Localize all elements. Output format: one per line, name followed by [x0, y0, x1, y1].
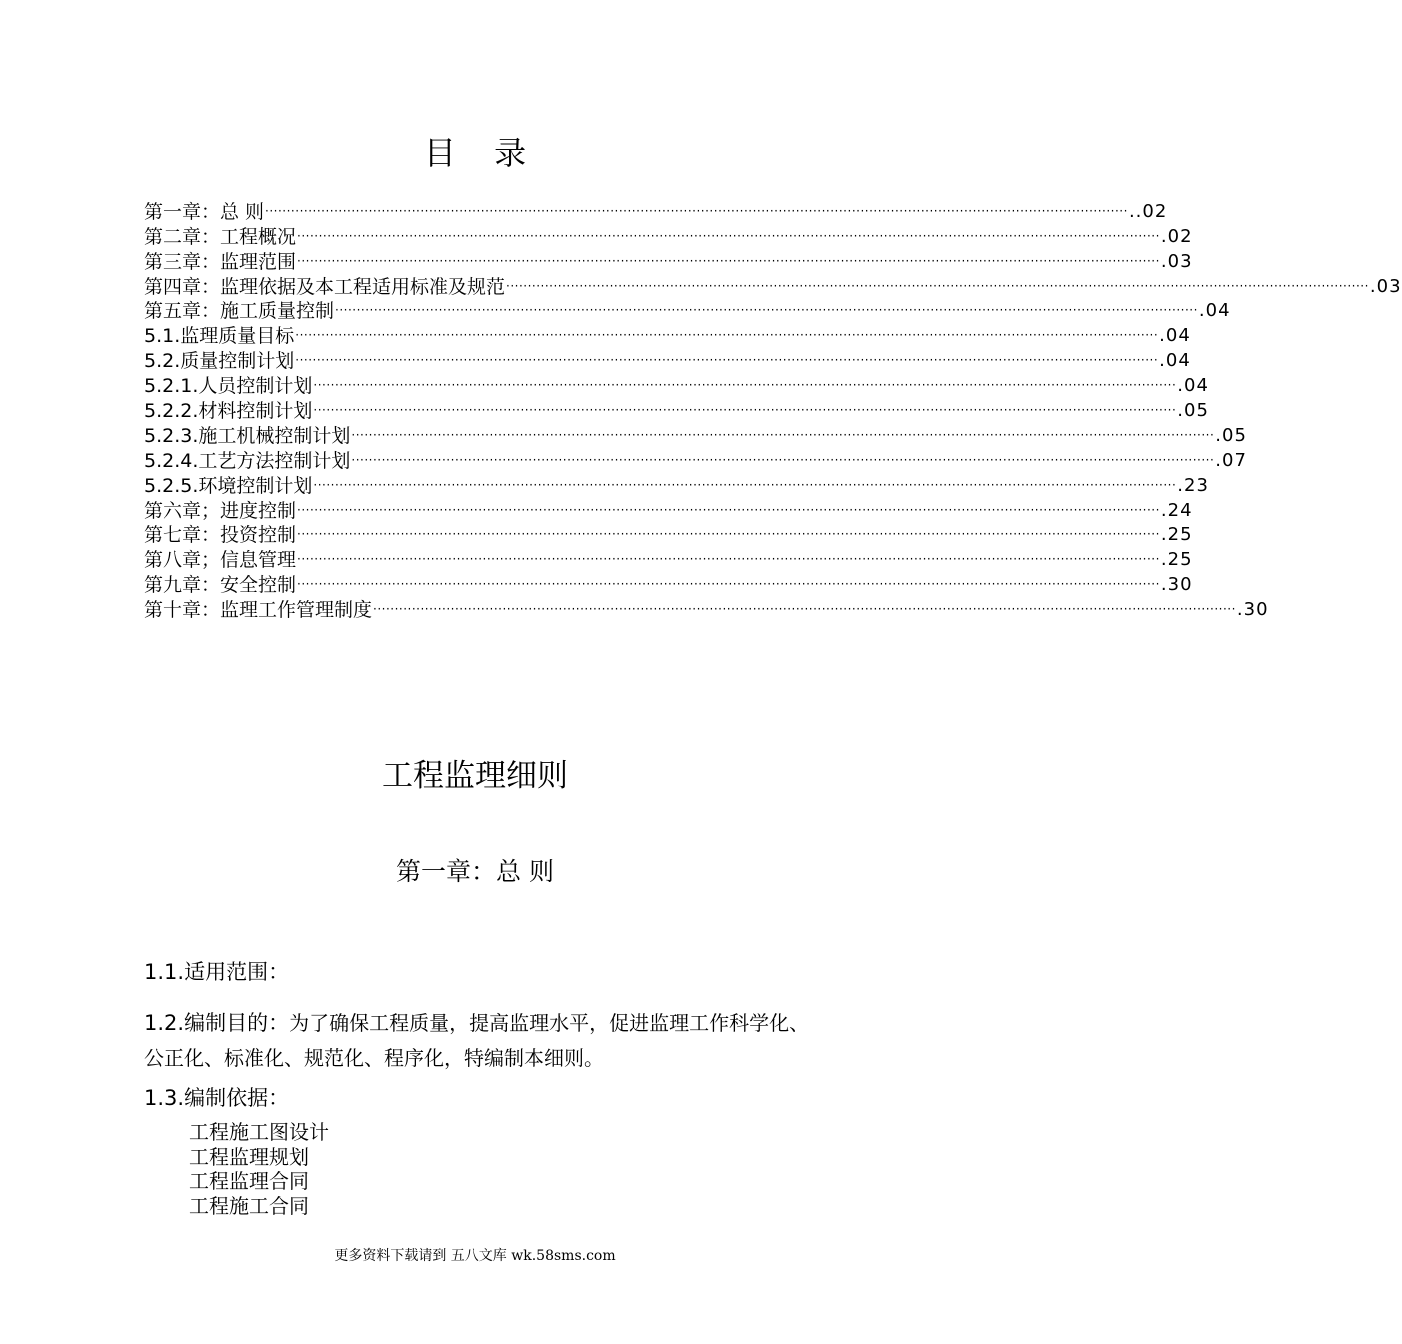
toc-entry[interactable]: [144, 199, 1168, 224]
toc-leader-dots: ········································································································································································································: [297, 577, 1160, 592]
toc-entry-label: 5.2.1.人员控制计划: [144, 375, 313, 398]
section-heading-purpose: 1.2.编制目的：: [144, 1011, 290, 1035]
toc-entry-page: .04: [1198, 300, 1231, 322]
toc-entry[interactable]: [144, 299, 1231, 324]
toc-entry-page: .05: [1177, 400, 1209, 422]
toc-entry[interactable]: [144, 249, 1193, 274]
toc-title: 目 录: [423, 134, 541, 172]
toc-leader-dots: ········································································································································································································: [313, 477, 1177, 492]
toc-entry-page: .23: [1177, 474, 1209, 496]
toc-entry-page: .05: [1215, 424, 1247, 446]
toc-leader-dots: ········································································································································································································: [313, 403, 1177, 418]
section-purpose-text: 为了确保工程质量，提高监理水平，促进监理工作科学化、公正化、标准化、规范化、程序化，特编制本细则。: [144, 1011, 810, 1070]
toc-entry-label: 第三章：监理范围: [144, 250, 297, 273]
section-heading-basis: 1.3.编制依据：: [144, 1086, 290, 1110]
toc-entry-label: 第四章：监理依据及本工程适用标准及规范: [144, 275, 506, 298]
footer-link[interactable]: 更多资料下载请到 五八文库 wk.58sms.com: [334, 1248, 616, 1264]
toc-leader-dots: ········································································································································································································: [297, 253, 1160, 268]
toc-entry-page: .24: [1160, 499, 1193, 521]
toc-leader-dots: ········································································································································································································: [351, 427, 1215, 442]
section-purpose: [144, 1006, 814, 1076]
toc-entry[interactable]: [144, 448, 1247, 473]
toc-entry[interactable]: [144, 423, 1247, 448]
list-item: 工程监理规划: [189, 1144, 309, 1169]
toc-entry-page: .25: [1160, 549, 1193, 571]
toc-leader-dots: ········································································································································································································: [351, 452, 1215, 467]
toc-entry[interactable]: [144, 224, 1193, 249]
toc-entry-page: .30: [1160, 574, 1193, 596]
toc-entry-label: 5.2.5.环境控制计划: [144, 474, 313, 497]
toc-entry-label: 第一章：总 则: [144, 200, 265, 223]
toc-leader-dots: ········································································································································································································: [297, 552, 1160, 567]
toc-entry[interactable]: [144, 523, 1193, 548]
document-title: 工程监理细则: [382, 758, 568, 794]
toc-entry[interactable]: [144, 498, 1193, 523]
toc-entry-label: 第七章：投资控制: [144, 524, 297, 547]
list-item: 工程施工合同: [189, 1193, 309, 1218]
toc-entry[interactable]: [144, 373, 1209, 398]
toc-entry[interactable]: [144, 473, 1209, 498]
toc-entry-label: 5.2.3.施工机械控制计划: [144, 424, 351, 447]
toc-entry-page: .07: [1215, 449, 1247, 471]
toc-entry-page: .30: [1236, 599, 1269, 621]
toc-entry-page: .25: [1160, 524, 1193, 546]
toc-entry[interactable]: [144, 572, 1193, 597]
toc-leader-dots: ········································································································································································································: [506, 278, 1369, 293]
toc-entry[interactable]: [144, 274, 1402, 299]
toc-entry[interactable]: [144, 348, 1191, 373]
toc-entry-label: 第六章；进度控制: [144, 499, 297, 522]
toc-entry-page: .03: [1160, 250, 1193, 272]
chapter-title: 第一章：总 则: [396, 857, 554, 886]
toc-entry[interactable]: [144, 323, 1191, 348]
toc-entry-label: 5.2.2.材料控制计划: [144, 400, 313, 423]
table-of-contents: [144, 199, 1402, 622]
toc-entry-page: .04: [1177, 375, 1209, 397]
section-heading-scope: 1.1.适用范围：: [144, 960, 290, 984]
toc-entry-label: 第九章：安全控制: [144, 574, 297, 597]
toc-leader-dots: ········································································································································································································: [297, 502, 1160, 517]
list-item: 工程施工图设计: [189, 1120, 329, 1144]
toc-entry-label: 第二章：工程概况: [144, 225, 297, 248]
toc-entry-label: 5.1.监理质量目标: [144, 325, 295, 348]
toc-entry-page: ..02: [1128, 200, 1168, 222]
toc-leader-dots: ········································································································································································································: [265, 203, 1128, 218]
toc-leader-dots: ········································································································································································································: [335, 303, 1198, 318]
list-item: 工程监理合同: [189, 1169, 309, 1193]
toc-entry-label: 第五章：施工质量控制: [144, 300, 335, 323]
toc-entry[interactable]: [144, 547, 1193, 572]
toc-entry-page: .04: [1159, 350, 1191, 372]
toc-entry-page: .03: [1369, 275, 1402, 297]
toc-leader-dots: ········································································································································································································: [295, 353, 1159, 368]
toc-entry-label: 5.2.质量控制计划: [144, 350, 295, 373]
toc-entry-page: .04: [1159, 325, 1191, 347]
toc-entry-label: 第八章；信息管理: [144, 549, 297, 572]
toc-entry-label: 第十章：监理工作管理制度: [144, 599, 373, 622]
basis-list: [189, 1120, 329, 1218]
toc-entry-label: 5.2.4.工艺方法控制计划: [144, 449, 351, 472]
toc-leader-dots: ········································································································································································································: [313, 378, 1177, 393]
toc-entry-page: .02: [1160, 225, 1193, 247]
toc-leader-dots: ········································································································································································································: [295, 328, 1159, 343]
toc-entry[interactable]: [144, 597, 1269, 622]
toc-leader-dots: ········································································································································································································: [297, 228, 1160, 243]
toc-entry[interactable]: [144, 398, 1209, 423]
toc-leader-dots: ········································································································································································································: [373, 602, 1236, 617]
toc-leader-dots: ········································································································································································································: [297, 527, 1160, 542]
